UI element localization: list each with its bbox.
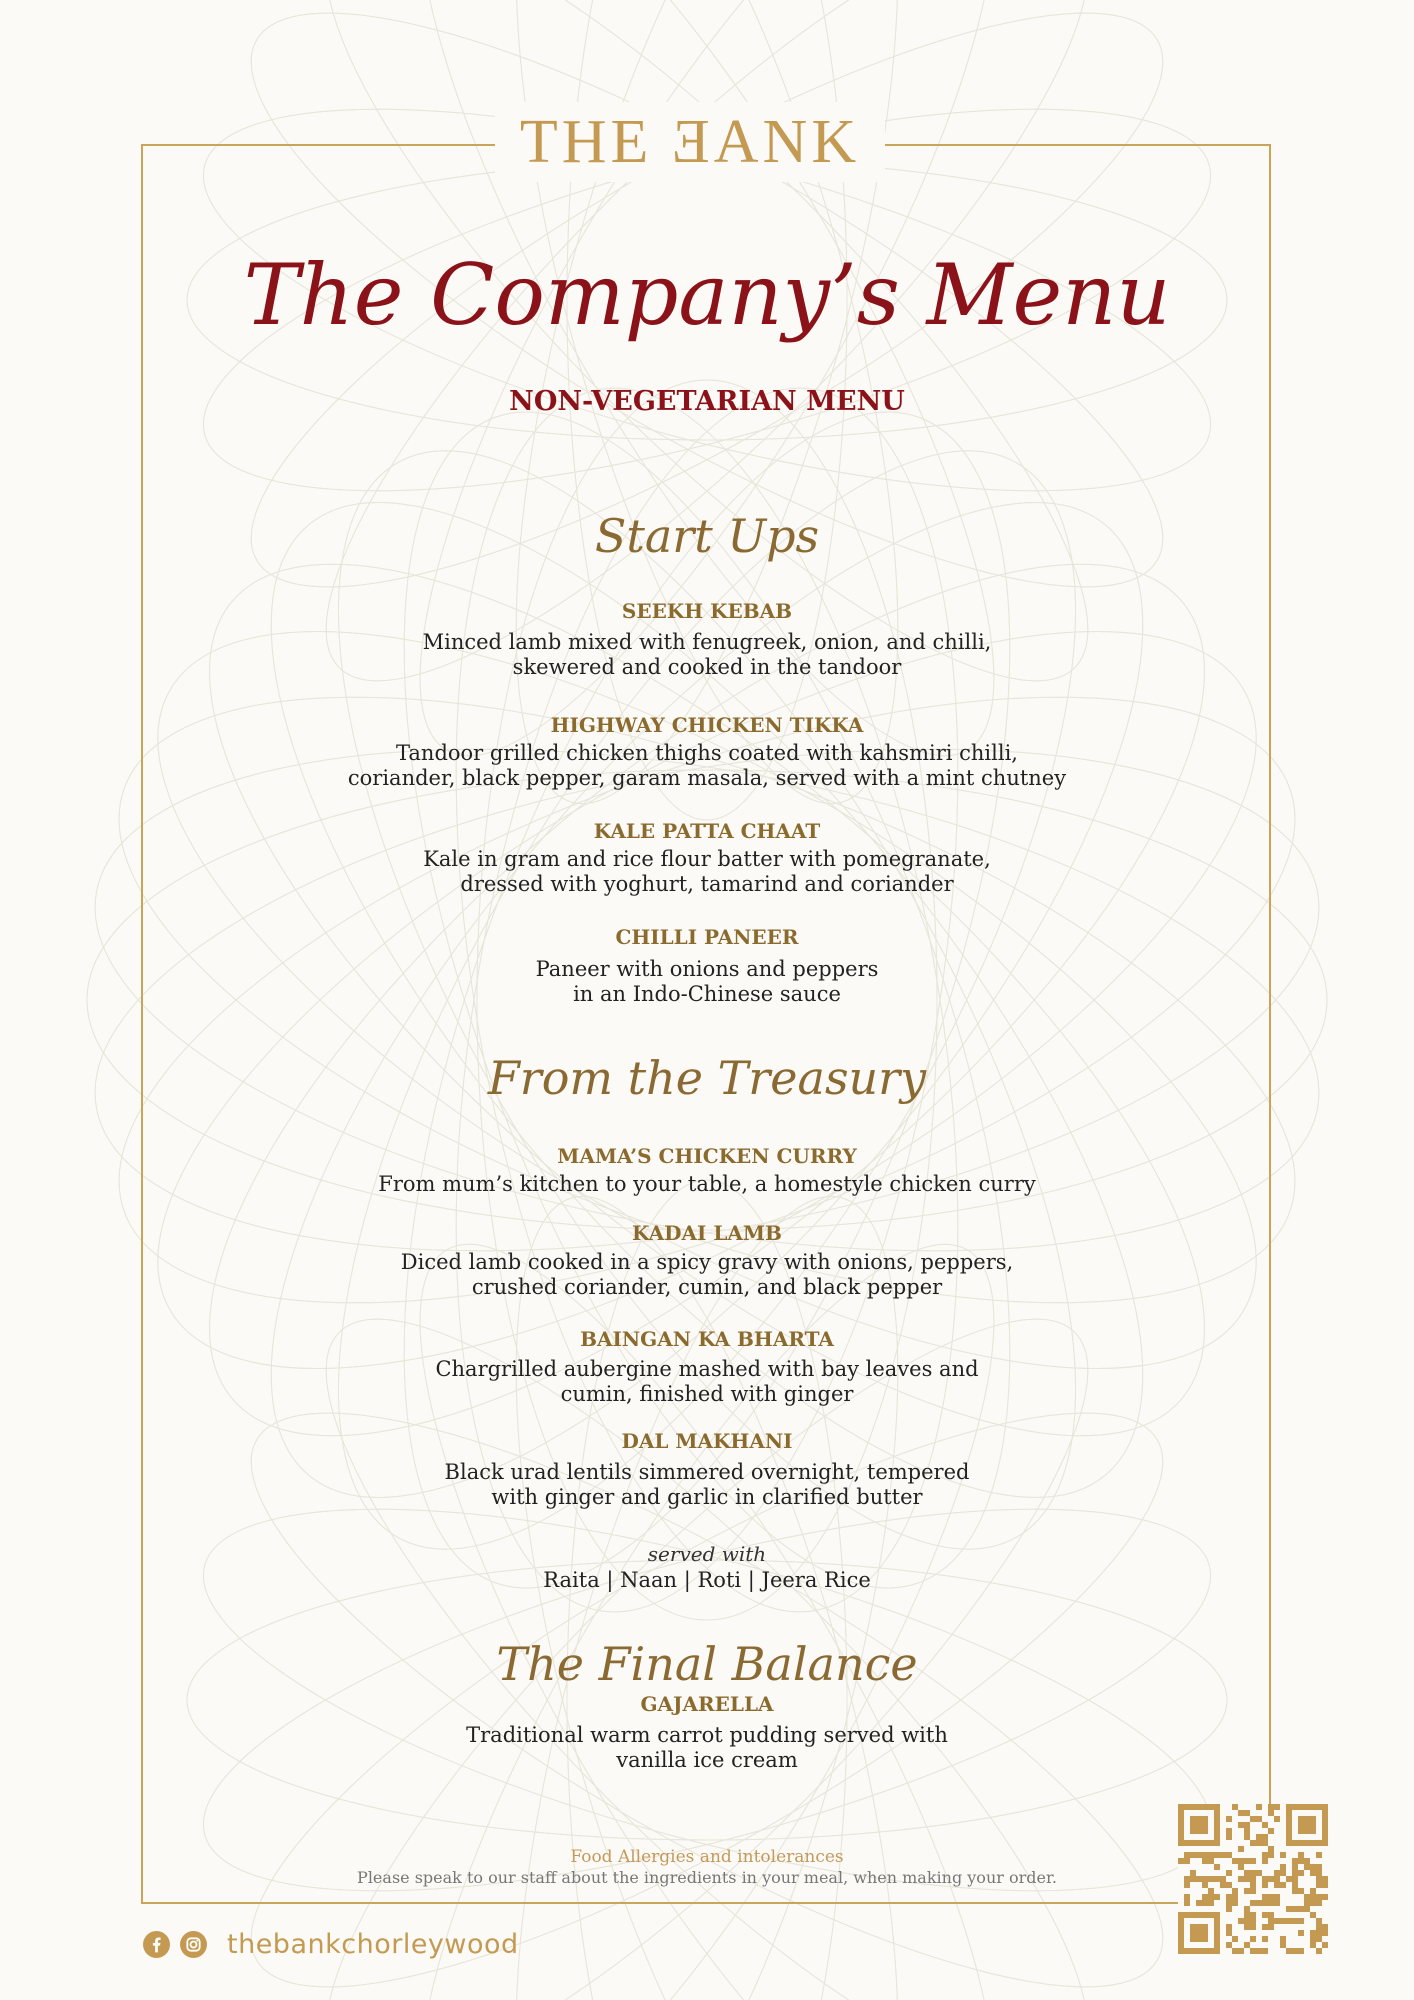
- brand-logo: [495, 102, 885, 182]
- instagram-icon[interactable]: [180, 1931, 207, 1958]
- dish-name: SEEKH KEBAB: [621, 599, 793, 623]
- dish-description: cumin, finished with ginger: [560, 1382, 854, 1406]
- served-with-items: Raita | Naan | Roti | Jeera Rice: [543, 1568, 871, 1592]
- menu-title: The Company’s Menu: [243, 246, 1171, 344]
- qr-code[interactable]: [1178, 1804, 1328, 1954]
- dish-description: vanilla ice cream: [616, 1748, 798, 1772]
- social-handle[interactable]: thebankchorleywood: [227, 1928, 519, 1960]
- dish-description: coriander, black pepper, garam masala, served with a mint chutney: [347, 766, 1067, 790]
- dish-description: skewered and cooked in the tandoor: [512, 655, 902, 679]
- section-title-final-balance: The Final Balance: [496, 1637, 918, 1691]
- dish-description: crushed coriander, cumin, and black pepper: [471, 1275, 943, 1299]
- dish-description: Tandoor grilled chicken thighs coated with kahsmiri chilli,: [396, 741, 1018, 765]
- dish-name: BAINGAN KA BHARTA: [580, 1327, 834, 1351]
- facebook-icon[interactable]: [143, 1931, 170, 1958]
- dish-description: in an Indo-Chinese sauce: [573, 982, 841, 1006]
- dish-name: CHILLI PANEER: [615, 925, 799, 949]
- dish-description: with ginger and garlic in clarified butter: [491, 1485, 923, 1509]
- dish-description: dressed with yoghurt, tamarind and coriander: [460, 872, 954, 896]
- dish-name: HIGHWAY CHICKEN TIKKA: [550, 713, 864, 737]
- dish-description: Traditional warm carrot pudding served with: [466, 1723, 948, 1747]
- dish-description: From mum’s kitchen to your table, a homestyle chicken curry: [378, 1172, 1036, 1196]
- dish-description: Kale in gram and rice flour batter with pomegranate,: [423, 847, 991, 871]
- served-with-label: served with: [647, 1542, 767, 1566]
- dish-name: DAL MAKHANI: [621, 1429, 793, 1453]
- dish-description: Chargrilled aubergine mashed with bay leaves and: [435, 1357, 979, 1381]
- dish-description: Black urad lentils simmered overnight, tempered: [444, 1460, 970, 1484]
- section-title-start-ups: Start Ups: [594, 509, 820, 563]
- allergy-text: Please speak to our staff about the ingredients in your meal, when making your order.: [357, 1868, 1057, 1887]
- dish-description: Diced lamb cooked in a spicy gravy with onions, peppers,: [400, 1250, 1014, 1274]
- dish-name: KADAI LAMB: [632, 1221, 782, 1245]
- dish-description: Paneer with onions and peppers: [535, 957, 879, 981]
- allergy-title: Food Allergies and intolerances: [570, 1847, 844, 1867]
- dish-name: KALE PATTA CHAAT: [593, 819, 821, 843]
- brand-name: THE ƎANK: [519, 108, 861, 176]
- section-title-from-the-treasury: From the Treasury: [487, 1051, 927, 1105]
- menu-subtitle: NON-VEGETARIAN MENU: [509, 386, 905, 417]
- dish-name: GAJARELLA: [640, 1692, 774, 1716]
- dish-description: Minced lamb mixed with fenugreek, onion, and chilli,: [422, 630, 992, 654]
- social-links: [143, 1924, 519, 1964]
- dish-name: MAMA’S CHICKEN CURRY: [557, 1144, 857, 1168]
